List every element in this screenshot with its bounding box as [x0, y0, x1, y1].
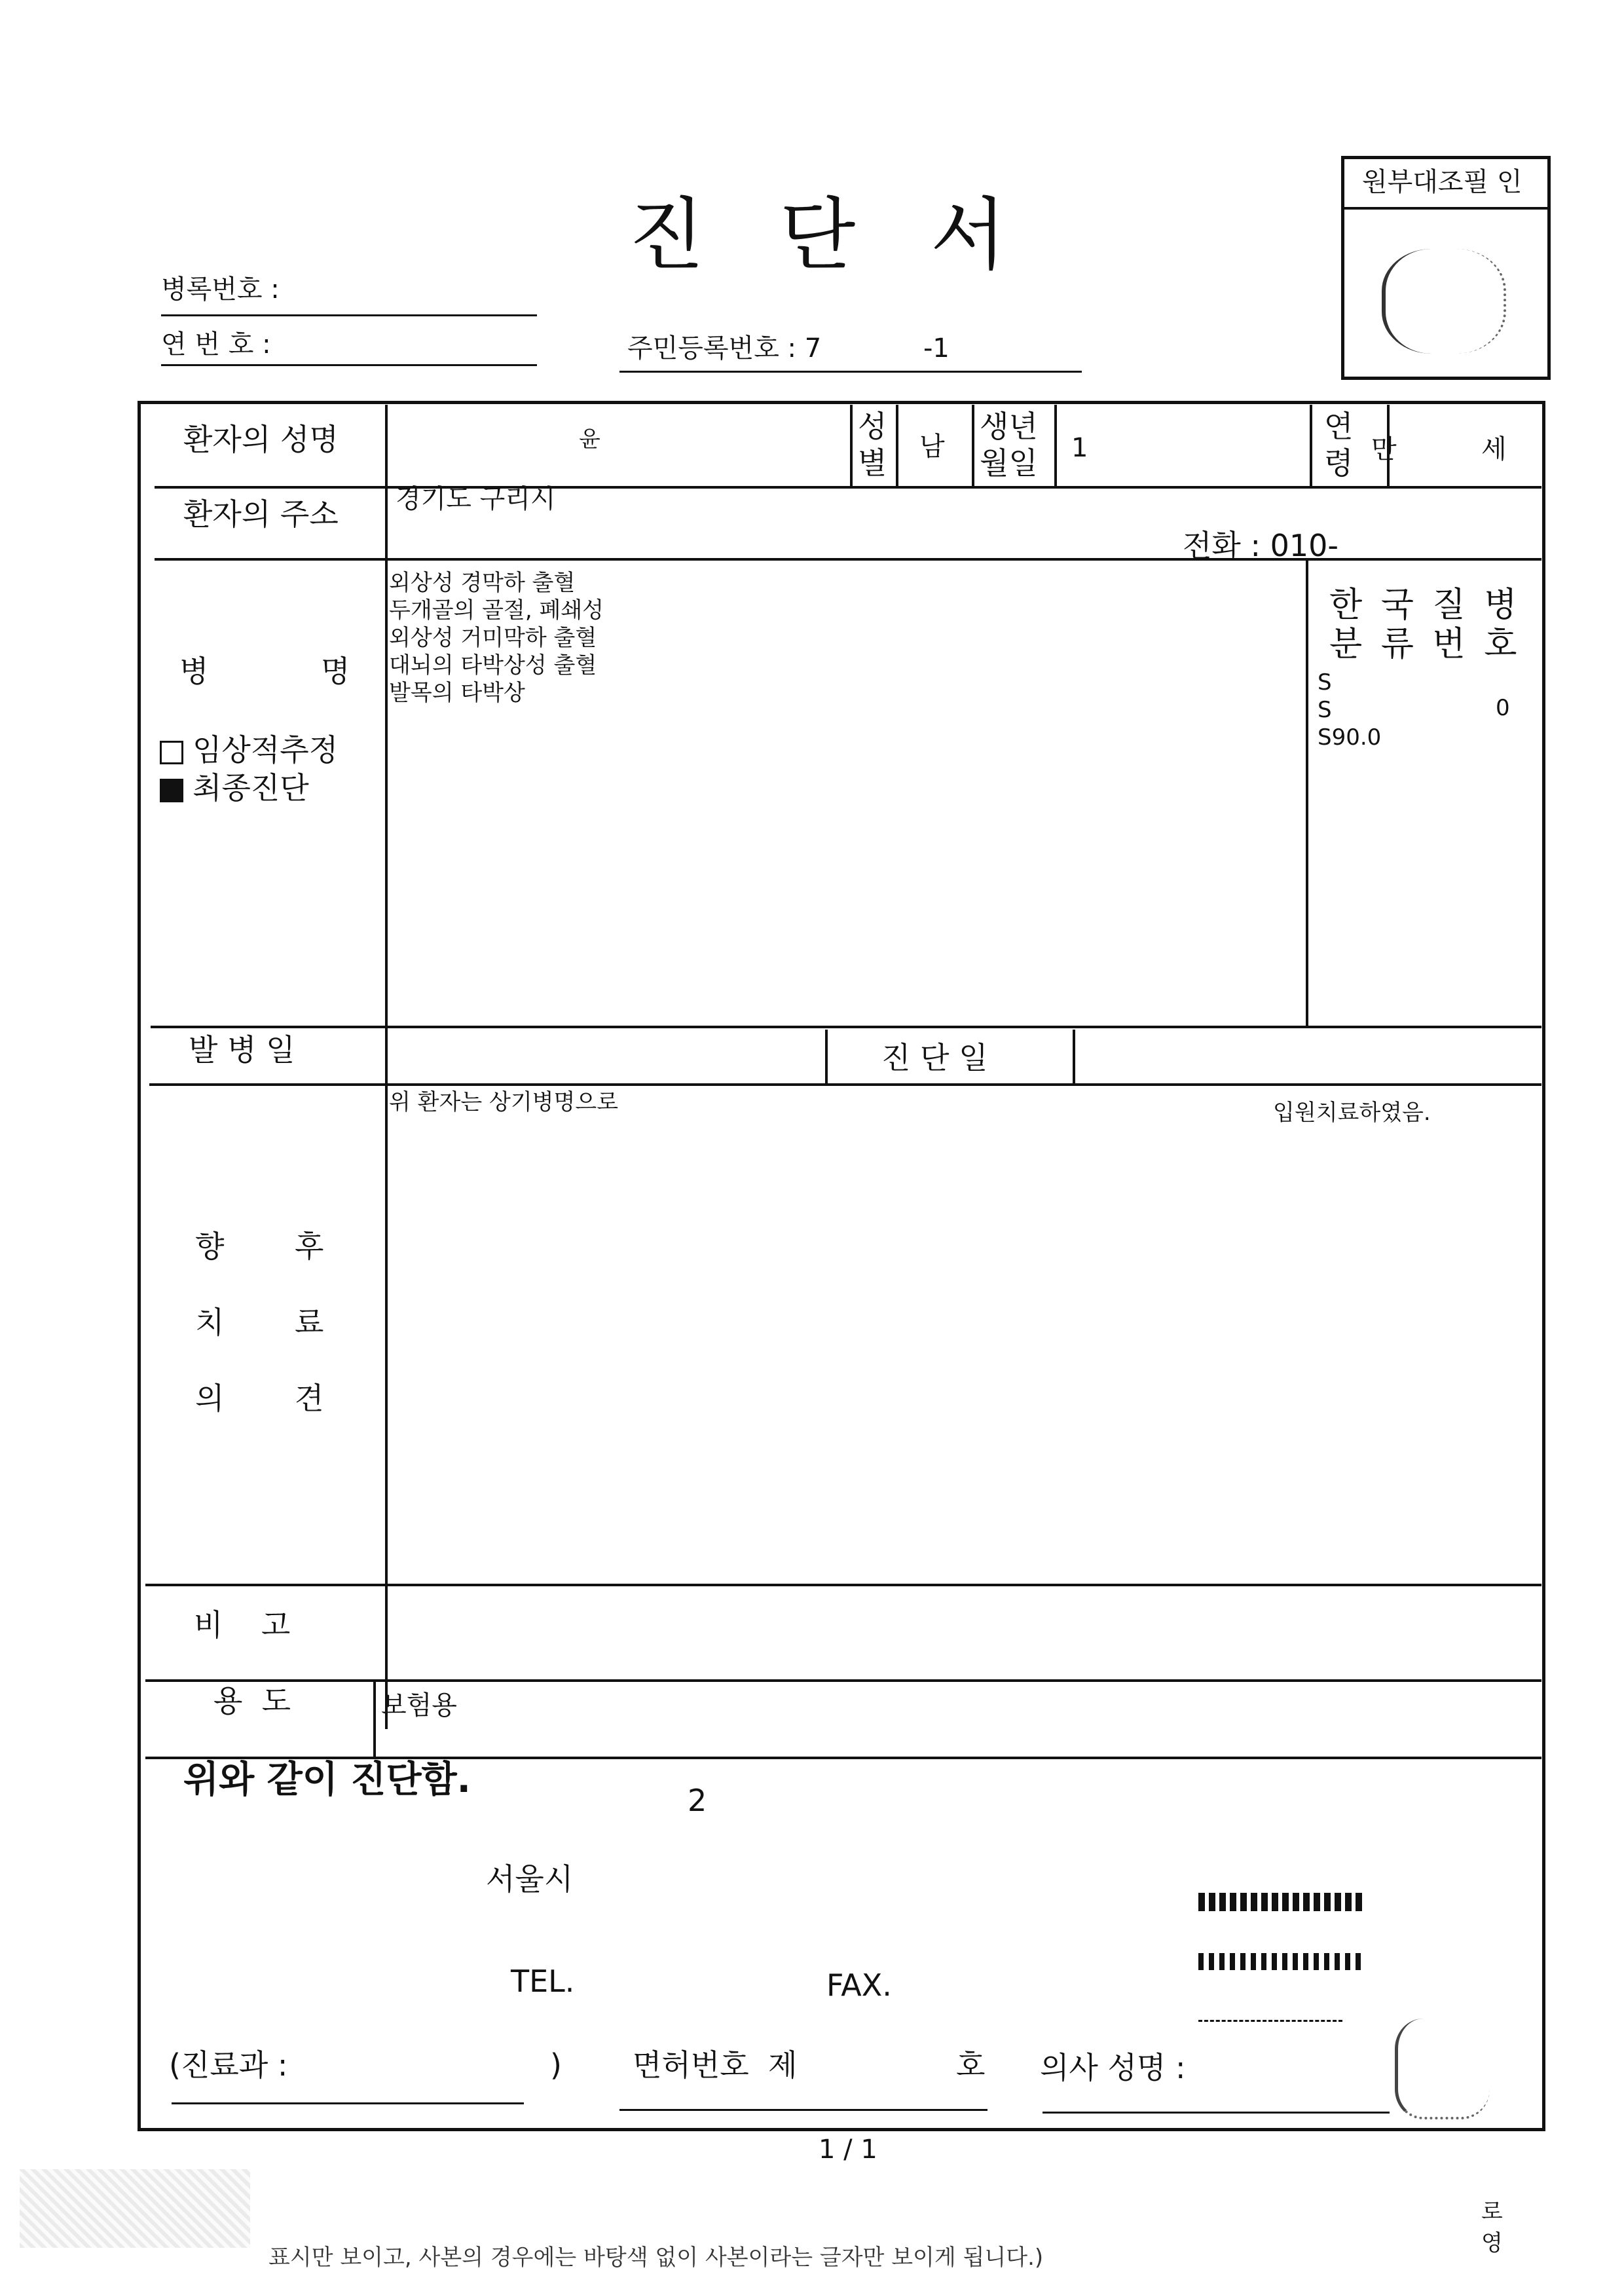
diagnosis-item: 대뇌의 타박상성 출혈	[389, 652, 597, 679]
opinion-label-char: 후	[295, 1229, 324, 1264]
birth-label-bottom: 월일	[980, 445, 1038, 481]
address-label: 환자의 주소	[183, 496, 339, 532]
record-no-label: 병록번호 :	[161, 274, 280, 305]
final-diagnosis-option[interactable]	[160, 770, 309, 806]
tel-label: TEL.	[511, 1964, 575, 1999]
hospital-name-seal	[1198, 1893, 1362, 1911]
bottom-note: 표시만 보이고, 사본의 경우에는 바탕색 없이 사본이라는 글자만 보이게 됩니다.)	[268, 2245, 1044, 2271]
clinical-estimate-label: 임상적추정	[193, 732, 339, 768]
right-note-2: 영	[1481, 2230, 1503, 2256]
opinion-text-right: 입원치료하였음.	[1273, 1100, 1431, 1126]
license-suffix: 호	[956, 2047, 986, 2083]
issue-date-fragment: 2	[688, 1783, 707, 1818]
final-diagnosis-label: 최종진단	[193, 770, 309, 806]
birth-value: 1	[1071, 433, 1088, 463]
opinion-label-char: 의	[195, 1381, 225, 1416]
stamp-box-title: 원부대조필 인	[1362, 167, 1522, 197]
birth-label-top: 생년	[980, 409, 1038, 444]
purpose-value: 보험용	[381, 1690, 457, 1721]
license-label: 면허번호 제	[633, 2047, 798, 2083]
department-label: (진료과 :	[169, 2047, 288, 2083]
patient-name-label: 환자의 성명	[183, 422, 339, 457]
page-number: 1 / 1	[819, 2134, 877, 2165]
diagnosis-statement: 위와 같이 진단함.	[183, 1759, 471, 1801]
department-close: )	[550, 2047, 562, 2083]
age-label-top: 연	[1324, 409, 1354, 444]
phone-value: 전화 : 010-	[1183, 528, 1339, 563]
age-label-bottom: 령	[1324, 445, 1354, 481]
copy-watermark	[20, 2169, 250, 2248]
hospital-name-seal	[1198, 1953, 1362, 1970]
sex-value: 남	[919, 432, 945, 462]
diagnosis-item: 외상성 거미막하 출혈	[389, 625, 597, 651]
opinion-label-char: 료	[295, 1305, 324, 1340]
diagnosis-label-right: 명	[321, 654, 350, 689]
final-diagnosis-checkbox[interactable]	[160, 779, 183, 802]
resident-no-suffix: -1	[923, 333, 950, 363]
sex-label-bottom: 별	[858, 445, 887, 481]
kcd-code: S90.0	[1318, 724, 1382, 751]
page-title: 진 단 서	[629, 190, 1006, 281]
diagnosis-date-label: 진 단 일	[881, 1040, 988, 1075]
patient-name-value: 윤	[579, 426, 600, 453]
doctor-seal-mark	[1395, 2019, 1490, 2119]
age-prefix: 만	[1371, 434, 1397, 464]
diagnosis-list	[389, 565, 604, 706]
kcd-code: S	[1318, 697, 1332, 723]
fax-label: FAX.	[826, 1967, 892, 2003]
opinion-text-left: 위 환자는 상기병명으로	[389, 1089, 619, 1115]
clinical-estimate-checkbox[interactable]	[160, 741, 183, 764]
age-suffix: 세	[1481, 434, 1507, 464]
onset-date-label: 발 병 일	[189, 1032, 295, 1068]
diagnosis-item: 외상성 경막하 출혈	[389, 570, 576, 596]
kcd-code-list	[1318, 669, 1381, 752]
diagnosis-label-left: 병	[179, 654, 209, 689]
kcd-label-top: 한 국 질 병	[1329, 586, 1521, 625]
sex-label-top: 성	[858, 409, 887, 444]
serial-no-label: 연 번 호 :	[161, 329, 271, 360]
hospital-address: 서울시	[486, 1861, 574, 1897]
doctor-name-label: 의사 성명 :	[1040, 2050, 1186, 2085]
right-note-1: 로	[1481, 2199, 1503, 2225]
purpose-label: 용 도	[213, 1683, 291, 1719]
clinical-estimate-option[interactable]	[160, 732, 339, 768]
opinion-label-char: 향	[195, 1229, 225, 1264]
kcd-code-extra: 0	[1496, 695, 1510, 721]
diagnosis-item: 발목의 타박상	[389, 680, 525, 706]
kcd-code: S	[1318, 669, 1332, 696]
seal-mark	[1382, 249, 1506, 354]
address-value: 경기도 구리시	[396, 484, 556, 514]
kcd-label-bottom: 분 류 번 호	[1329, 625, 1521, 664]
resident-no-label: 주민등록번호 : 7	[627, 333, 822, 363]
remarks-label: 비 고	[194, 1607, 291, 1643]
opinion-label-char: 치	[195, 1305, 225, 1340]
opinion-label-char: 견	[295, 1381, 324, 1416]
diagnosis-item: 두개골의 골절, 폐쇄성	[389, 597, 604, 624]
